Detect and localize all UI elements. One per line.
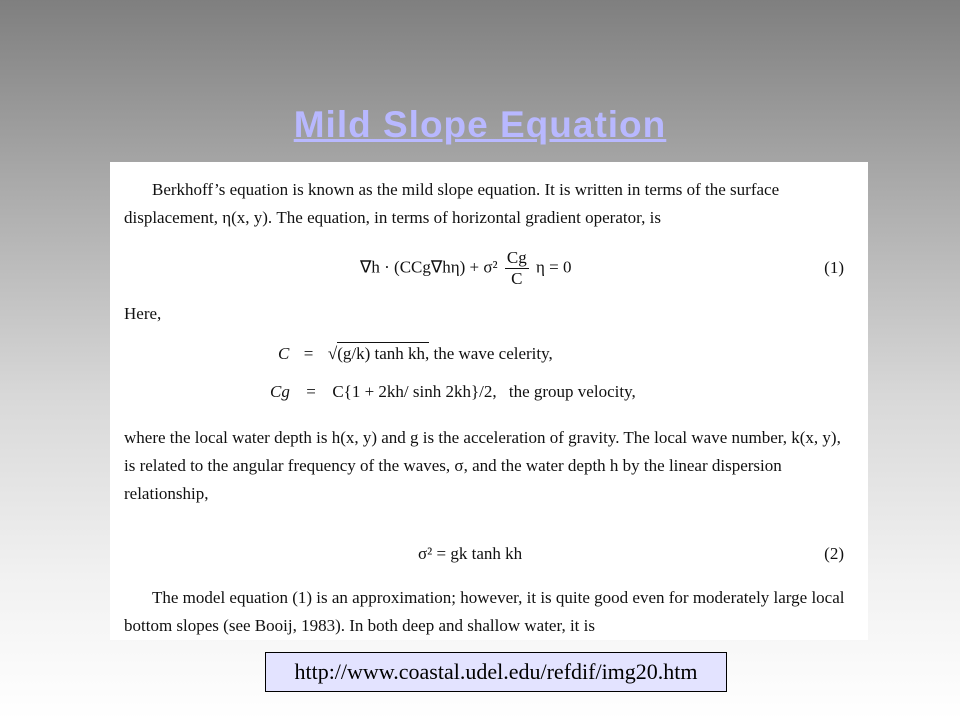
equation-1-lhs: ∇h · (CCg∇hη) + σ² [360,257,498,277]
def-symbol-cg: Cg [270,382,290,401]
equation-1-number: (1) [824,258,844,277]
here-label: Here, [124,304,162,323]
equation-2: σ² = gk tanh kh [418,544,523,563]
document-image [110,162,868,640]
equation-1 [360,248,571,289]
paragraph-depth: where the local water depth is h(x, y) and g is the acceleration of gravity. The local wave number, k(x, y), is related to the angular frequency of the waves, σ, and the water depth h by the linear dispersion relationship, [124,428,841,503]
def-desc-1: the wave celerity, [433,344,553,363]
paragraph-model: The model equation (1) is an approximation; however, it is quite good even for moderately large local bottom slopes (see Booij, 1983). In both deep and shallow water, it is [124,588,845,635]
source-url-link[interactable]: http://www.coastal.udel.edu/refdif/img20.htm [265,652,727,692]
equation-1-rhs: η = 0 [536,257,572,277]
def-expr-2: C{1 + 2kh/ sinh 2kh}/2, [332,382,497,401]
slide-title [0,104,960,146]
def-equals-1: = [303,344,314,363]
def-desc-2: the group velocity, [508,382,636,401]
def-expr-1: (g/k) tanh kh, [337,344,430,363]
fraction-numerator: Cg [506,248,527,267]
def-equals-2: = [306,382,316,401]
def-symbol-c: C [278,344,290,363]
equation-1-fraction [505,248,529,289]
title-link[interactable]: Mild Slope Equation [293,104,667,145]
definition-group-velocity [270,382,636,402]
equation-2-number: (2) [824,544,844,563]
paragraph-intro: Berkhoff’s equation is known as the mild slope equation. It is written in terms of the surface displacement, η(x, y). The equation, in terms of horizontal gradient operator, is [124,180,780,227]
sqrt-icon: √ [327,344,338,363]
fraction-denominator: C [511,269,523,288]
definition-celerity [278,344,553,364]
